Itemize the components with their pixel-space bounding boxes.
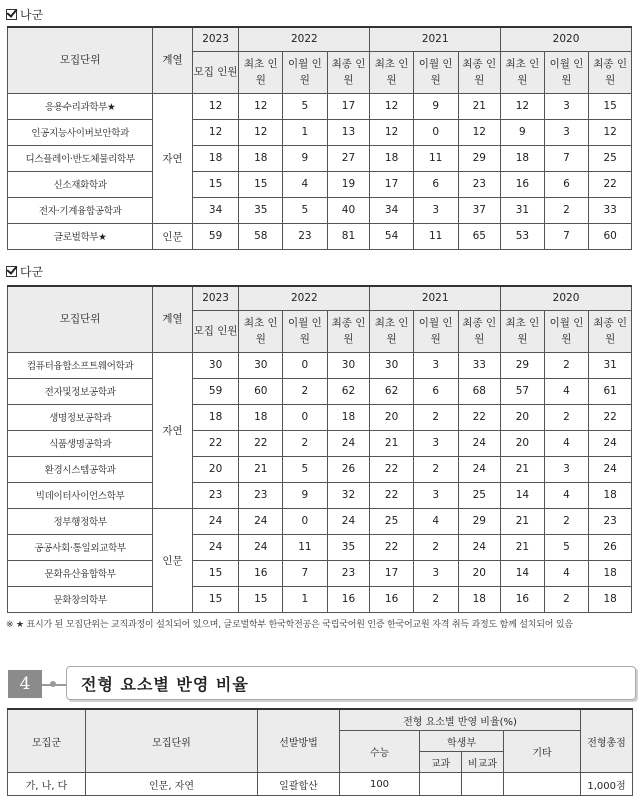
cell-value: 15 — [239, 586, 283, 612]
cell-value: 3 — [413, 197, 458, 223]
header-carryover: 이월 인원 — [283, 310, 328, 352]
cell-unit-name: 응용수리과학부★ — [8, 93, 153, 119]
cell-value: 24 — [458, 534, 501, 560]
cell-value: 2 — [544, 404, 589, 430]
cell-field: 인문 — [153, 508, 192, 612]
cell-value: 4 — [544, 482, 589, 508]
cell-value: 4 — [283, 171, 328, 197]
table-na — [7, 26, 632, 250]
cell-value: 25 — [458, 482, 501, 508]
header-year: 2023 — [192, 27, 239, 51]
cell-value: 25 — [589, 145, 632, 171]
cell-value: 3 — [544, 93, 589, 119]
header-total: 전형총점 — [581, 709, 633, 773]
cell-value: 2 — [283, 430, 328, 456]
cell-value: 12 — [589, 119, 632, 145]
table-row — [8, 197, 632, 223]
section-title: 전형 요소별 반영 비율 — [66, 666, 636, 700]
cell-value: 20 — [370, 404, 414, 430]
cell-value: 11 — [413, 223, 458, 249]
header-recruit: 모집 인원 — [192, 51, 239, 93]
cell-value: 9 — [283, 145, 328, 171]
cell-value: 20 — [501, 430, 545, 456]
header-initial: 최초 인원 — [370, 51, 414, 93]
cell-value: 54 — [370, 223, 414, 249]
cell-value: 30 — [192, 352, 239, 378]
cell-value: 65 — [458, 223, 501, 249]
header-initial: 최초 인원 — [501, 51, 545, 93]
footnote: ※ ★ 표시가 된 모집단위는 교직과정이 설치되어 있으며, 글로벌학부 한국학전공은 국립국어원 인증 한국어교원 자격 취득 과정도 함께 설치되어 있음 — [6, 620, 573, 630]
table-row — [8, 378, 632, 404]
cell-value: 33 — [458, 352, 501, 378]
header-final: 최종 인원 — [589, 310, 632, 352]
cell-value: 12 — [239, 93, 283, 119]
cell-value: 33 — [589, 197, 632, 223]
cell-value: 12 — [192, 93, 239, 119]
cell-value: 11 — [413, 145, 458, 171]
cell-value: 57 — [501, 378, 545, 404]
table-row — [8, 93, 632, 119]
header-final: 최종 인원 — [327, 51, 370, 93]
section-label-na: 나군 — [6, 6, 43, 23]
cell-value: 24 — [192, 508, 239, 534]
cell-value: 37 — [458, 197, 501, 223]
cell-value: 18 — [458, 586, 501, 612]
cell-field: 자연 — [153, 93, 192, 223]
cell-unit-name: 신소재화학과 — [8, 171, 153, 197]
cell-value: 24 — [589, 456, 632, 482]
cell-value: 24 — [458, 456, 501, 482]
cell-value: 7 — [544, 145, 589, 171]
cell-unit-name: 전자및정보공학과 — [8, 378, 153, 404]
cell-value: 31 — [589, 352, 632, 378]
header-csat: 수능 — [340, 731, 420, 773]
cell-value: 60 — [589, 223, 632, 249]
cell-value: 30 — [370, 352, 414, 378]
cell-value: 0 — [283, 508, 328, 534]
cell-value: 21 — [458, 93, 501, 119]
cell-value: 14 — [501, 560, 545, 586]
cell-value: 25 — [370, 508, 414, 534]
checkbox-icon — [6, 9, 17, 20]
cell-value: 12 — [501, 93, 545, 119]
header-initial: 최초 인원 — [239, 51, 283, 93]
table-row — [8, 119, 632, 145]
cell-value: 2 — [413, 404, 458, 430]
cell-value: 15 — [589, 93, 632, 119]
cell-value: 22 — [589, 171, 632, 197]
cell-value: 17 — [370, 560, 414, 586]
header-unit: 모집단위 — [8, 27, 153, 93]
cell-value: 24 — [327, 430, 370, 456]
cell-value: 0 — [283, 352, 328, 378]
table-row — [8, 482, 632, 508]
cell-value: 16 — [239, 560, 283, 586]
header-record: 학생부 — [420, 731, 504, 752]
cell-value: 18 — [501, 145, 545, 171]
cell-value: 18 — [589, 482, 632, 508]
cell-value: 23 — [327, 560, 370, 586]
cell-value: 22 — [370, 482, 414, 508]
cell-value: 3 — [413, 482, 458, 508]
header-year: 2022 — [239, 286, 370, 310]
header-initial: 최초 인원 — [501, 310, 545, 352]
cell-value: 17 — [327, 93, 370, 119]
cell-value: 23 — [192, 482, 239, 508]
cell-value: 23 — [458, 171, 501, 197]
cell-value: 18 — [327, 404, 370, 430]
cell-value: 4 — [544, 560, 589, 586]
cell-value: 9 — [283, 482, 328, 508]
header-year: 2022 — [239, 27, 370, 51]
cell-value: 53 — [501, 223, 545, 249]
cell-value: 2 — [413, 534, 458, 560]
header-initial: 최초 인원 — [370, 310, 414, 352]
cell-unit-name: 환경시스템공학과 — [8, 456, 153, 482]
cell-value: 18 — [370, 145, 414, 171]
cell-field: 인문 — [153, 223, 192, 249]
header-ratio: 전형 요소별 반영 비율(%) — [340, 709, 581, 731]
header-carryover: 이월 인원 — [413, 310, 458, 352]
cell-value: 6 — [413, 171, 458, 197]
cell-value: 59 — [192, 378, 239, 404]
cell-unit-name: 인공지능사이버보안학과 — [8, 119, 153, 145]
cell-value: 17 — [370, 171, 414, 197]
cell-value: 11 — [283, 534, 328, 560]
cell-value: 40 — [327, 197, 370, 223]
cell-value: 18 — [589, 586, 632, 612]
cell-method: 일괄합산 — [258, 773, 340, 796]
cell-value: 4 — [413, 508, 458, 534]
cell-value: 24 — [239, 508, 283, 534]
header-final: 최종 인원 — [327, 310, 370, 352]
header-year: 2020 — [501, 286, 632, 310]
header-final: 최종 인원 — [589, 51, 632, 93]
cell-value: 2 — [544, 586, 589, 612]
header-group: 모집군 — [8, 709, 86, 773]
cell-value: 16 — [501, 171, 545, 197]
cell-value: 12 — [370, 93, 414, 119]
section-label-da: 다군 — [6, 263, 43, 280]
table-row — [8, 560, 632, 586]
table-row — [8, 430, 632, 456]
cell-value: 3 — [413, 430, 458, 456]
cell-value: 3 — [413, 352, 458, 378]
table-row — [8, 404, 632, 430]
cell-value: 5 — [544, 534, 589, 560]
cell-value: 7 — [283, 560, 328, 586]
cell-value: 5 — [283, 197, 328, 223]
checkbox-icon — [6, 266, 17, 277]
table-row — [8, 508, 632, 534]
cell-unit-name: 문화유산융합학부 — [8, 560, 153, 586]
cell-value: 1 — [283, 119, 328, 145]
header-carryover: 이월 인원 — [283, 51, 328, 93]
cell-value: 35 — [327, 534, 370, 560]
cell-value: 15 — [239, 171, 283, 197]
cell-value: 22 — [458, 404, 501, 430]
header-carryover: 이월 인원 — [544, 310, 589, 352]
cell-value: 0 — [413, 119, 458, 145]
cell-value: 81 — [327, 223, 370, 249]
cell-value: 23 — [589, 508, 632, 534]
cell-value: 35 — [239, 197, 283, 223]
cell-value: 3 — [413, 560, 458, 586]
cell-value: 16 — [501, 586, 545, 612]
table-row — [8, 223, 632, 249]
cell-value: 21 — [501, 456, 545, 482]
table-row — [8, 586, 632, 612]
cell-value: 21 — [501, 534, 545, 560]
header-method: 선발방법 — [258, 709, 340, 773]
header-field: 계열 — [153, 286, 192, 352]
cell-value: 15 — [192, 171, 239, 197]
cell-value: 34 — [192, 197, 239, 223]
cell-value: 2 — [283, 378, 328, 404]
cell-value: 20 — [458, 560, 501, 586]
cell-value: 18 — [589, 560, 632, 586]
cell-value: 3 — [544, 119, 589, 145]
cell-value: 19 — [327, 171, 370, 197]
cell-value: 4 — [544, 430, 589, 456]
cell-value: 29 — [458, 145, 501, 171]
cell-value: 29 — [501, 352, 545, 378]
cell-unit-name: 식품생명공학과 — [8, 430, 153, 456]
header-nonsubject: 비교과 — [462, 752, 504, 773]
cell-value: 1 — [283, 586, 328, 612]
table-row — [8, 456, 632, 482]
cell-value: 31 — [501, 197, 545, 223]
cell-value: 21 — [370, 430, 414, 456]
cell-unit-name: 빅데이터사이언스학부 — [8, 482, 153, 508]
cell-unit-name: 글로벌학부★ — [8, 223, 153, 249]
cell-value: 16 — [370, 586, 414, 612]
cell-value: 9 — [413, 93, 458, 119]
header-carryover: 이월 인원 — [544, 51, 589, 93]
cell-value: 24 — [239, 534, 283, 560]
cell-value: 2 — [544, 508, 589, 534]
table-row — [8, 145, 632, 171]
cell-value: 27 — [327, 145, 370, 171]
cell-value: 24 — [589, 430, 632, 456]
cell-value: 12 — [370, 119, 414, 145]
cell-value: 16 — [327, 586, 370, 612]
cell-value: 62 — [370, 378, 414, 404]
section4-header — [8, 666, 632, 702]
cell-value: 6 — [544, 171, 589, 197]
cell-value: 12 — [239, 119, 283, 145]
header-year: 2020 — [501, 27, 632, 51]
cell-value: 15 — [192, 560, 239, 586]
cell-value: 26 — [327, 456, 370, 482]
cell-value: 26 — [589, 534, 632, 560]
cell-value: 32 — [327, 482, 370, 508]
header-etc: 기타 — [504, 731, 581, 773]
connector-dot — [50, 681, 56, 687]
table-row — [8, 352, 632, 378]
cell-value: 23 — [239, 482, 283, 508]
header-year: 2021 — [370, 286, 501, 310]
cell-value: 29 — [458, 508, 501, 534]
cell-value: 58 — [239, 223, 283, 249]
cell-value: 2 — [544, 197, 589, 223]
cell-value: 2 — [413, 456, 458, 482]
header-final: 최종 인원 — [458, 310, 501, 352]
cell-value: 18 — [239, 145, 283, 171]
cell-value: 21 — [239, 456, 283, 482]
cell-value: 24 — [327, 508, 370, 534]
cell-unit: 인문, 자연 — [86, 773, 258, 796]
cell-value: 13 — [327, 119, 370, 145]
cell-value: 0 — [283, 404, 328, 430]
cell-value: 34 — [370, 197, 414, 223]
cell-value: 12 — [458, 119, 501, 145]
cell-value: 2 — [413, 586, 458, 612]
cell-total: 1,000점 — [581, 773, 633, 796]
cell-value: 5 — [283, 93, 328, 119]
cell-field: 자연 — [153, 352, 192, 508]
cell-value: 5 — [283, 456, 328, 482]
cell-value: 68 — [458, 378, 501, 404]
cell-value: 4 — [544, 378, 589, 404]
header-final: 최종 인원 — [458, 51, 501, 93]
header-carryover: 이월 인원 — [413, 51, 458, 93]
cell-value: 3 — [544, 456, 589, 482]
table-da — [7, 285, 632, 613]
cell-value: 20 — [501, 404, 545, 430]
section-number: 4 — [8, 670, 42, 698]
header-year: 2021 — [370, 27, 501, 51]
cell-csat: 100 — [340, 773, 420, 796]
cell-value: 30 — [327, 352, 370, 378]
header-recruit: 모집 인원 — [192, 310, 239, 352]
cell-unit-name: 문화창의학부 — [8, 586, 153, 612]
cell-value: 22 — [589, 404, 632, 430]
cell-value: 12 — [192, 119, 239, 145]
cell-value: 60 — [239, 378, 283, 404]
cell-value: 22 — [239, 430, 283, 456]
cell-etc — [504, 773, 581, 796]
cell-value: 24 — [192, 534, 239, 560]
header-initial: 최초 인원 — [239, 310, 283, 352]
header-year: 2023 — [192, 286, 239, 310]
cell-value: 30 — [239, 352, 283, 378]
cell-value: 6 — [413, 378, 458, 404]
cell-value: 14 — [501, 482, 545, 508]
cell-unit-name: 공공사회·통일외교학부 — [8, 534, 153, 560]
cell-value: 18 — [192, 404, 239, 430]
cell-group: 가, 나, 다 — [8, 773, 86, 796]
header-subject: 교과 — [420, 752, 462, 773]
cell-unit-name: 컴퓨터융합소프트웨어학과 — [8, 352, 153, 378]
cell-unit-name: 생명정보공학과 — [8, 404, 153, 430]
cell-value: 2 — [544, 352, 589, 378]
cell-value: 18 — [192, 145, 239, 171]
cell-value: 24 — [458, 430, 501, 456]
cell-value: 23 — [283, 223, 328, 249]
cell-unit-name: 전자·기계융합공학과 — [8, 197, 153, 223]
header-unit: 모집단위 — [86, 709, 258, 773]
cell-value: 18 — [239, 404, 283, 430]
cell-value: 62 — [327, 378, 370, 404]
cell-value: 20 — [192, 456, 239, 482]
cell-subject — [420, 773, 462, 796]
table-row — [8, 171, 632, 197]
cell-value: 22 — [370, 534, 414, 560]
cell-value: 61 — [589, 378, 632, 404]
cell-value: 22 — [192, 430, 239, 456]
table-row — [8, 534, 632, 560]
cell-value: 59 — [192, 223, 239, 249]
cell-value: 21 — [501, 508, 545, 534]
header-field: 계열 — [153, 27, 192, 93]
cell-value: 22 — [370, 456, 414, 482]
cell-unit-name: 디스플레이·반도체물리학부 — [8, 145, 153, 171]
table-ratio — [7, 708, 633, 796]
table-row — [8, 773, 633, 796]
cell-value: 9 — [501, 119, 545, 145]
cell-value: 15 — [192, 586, 239, 612]
cell-unit-name: 정부행정학부 — [8, 508, 153, 534]
cell-value: 7 — [544, 223, 589, 249]
header-unit: 모집단위 — [8, 286, 153, 352]
cell-nonsubject — [462, 773, 504, 796]
